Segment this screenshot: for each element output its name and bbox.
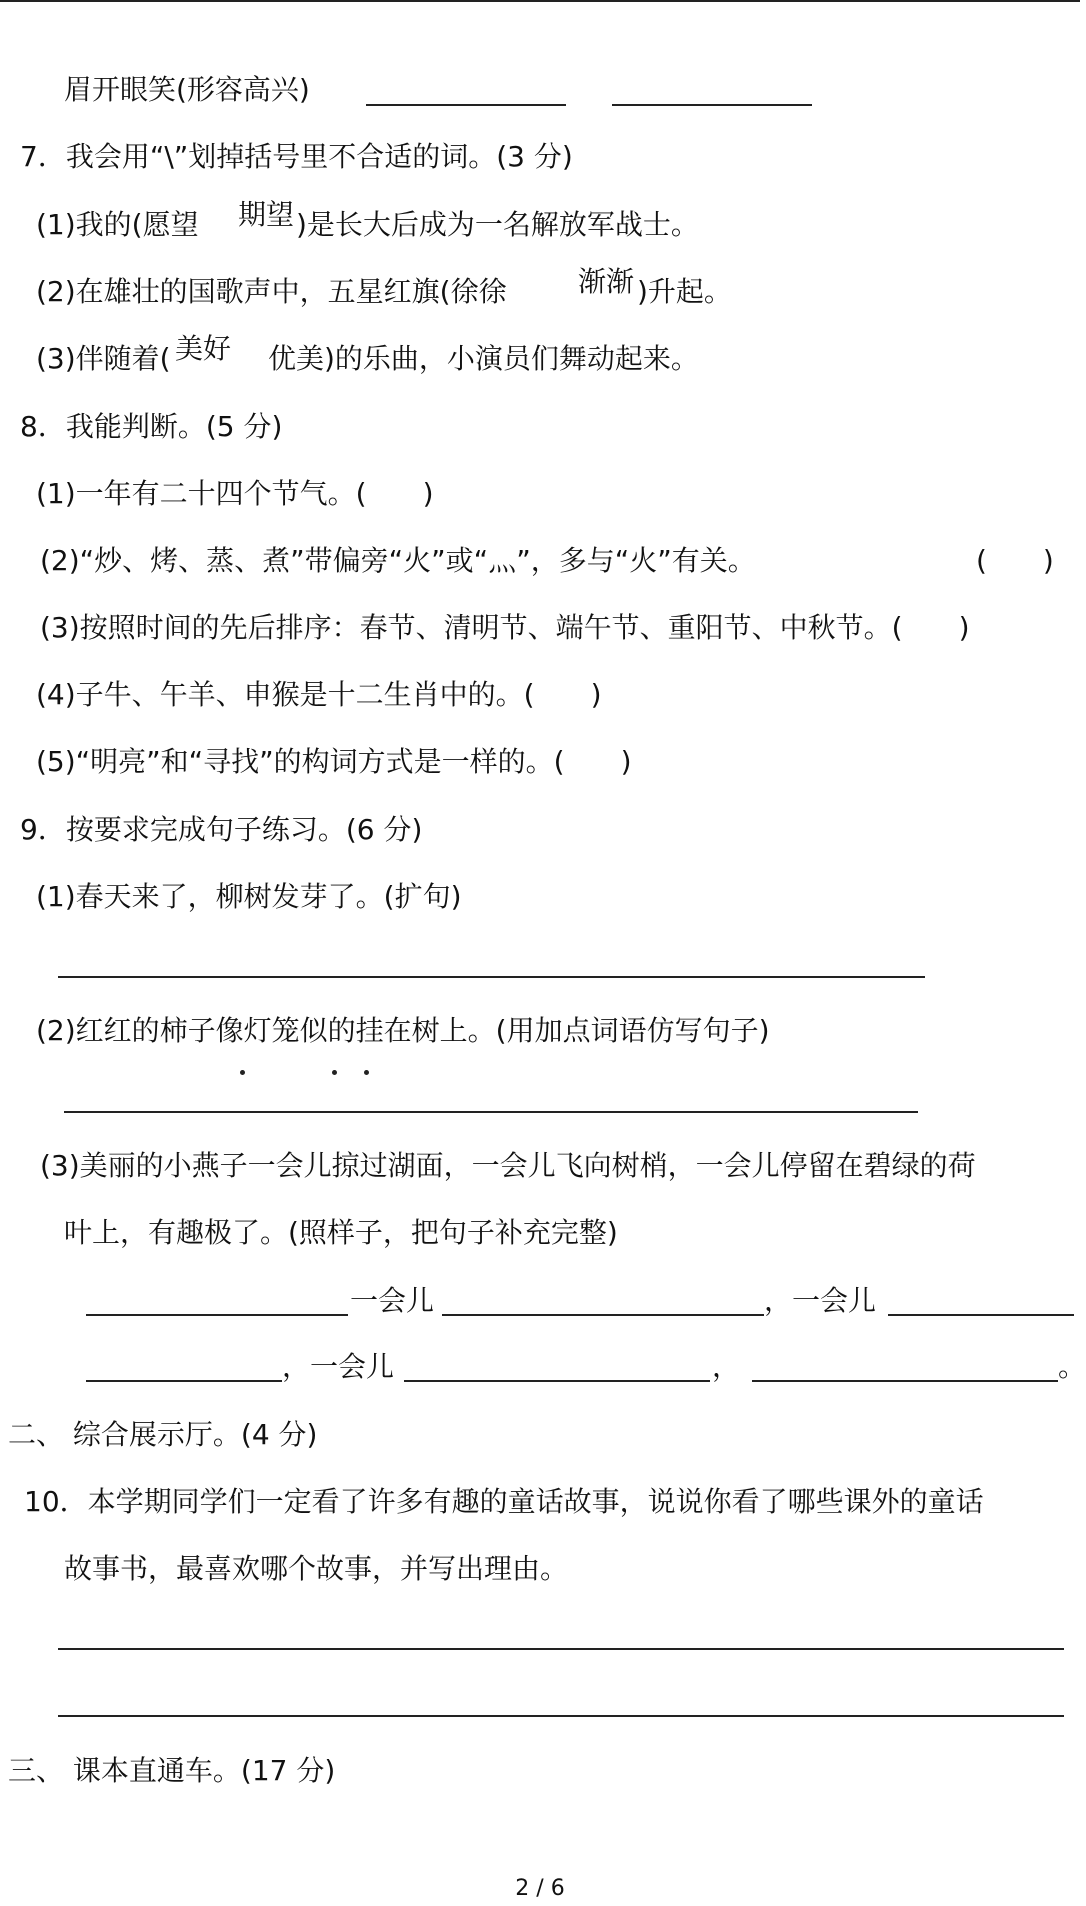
- q9-item-1: (1)春天来了，柳树发芽了。(扩句): [36, 880, 462, 913]
- answer-blank[interactable]: [366, 104, 566, 106]
- fill-blank[interactable]: [86, 1380, 282, 1382]
- question-7-title: 7．我会用“\”划掉括号里不合适的词。(3 分): [20, 140, 573, 173]
- emphasis-dot: [240, 1070, 245, 1075]
- q7-item-3-after: 优美)的乐曲，小演员们舞动起来。: [268, 342, 699, 375]
- answer-line[interactable]: [58, 1715, 1064, 1717]
- q7-item-3-before: (3)伴随着(: [36, 342, 171, 375]
- emphasis-dot: [364, 1070, 369, 1075]
- answer-blank[interactable]: [612, 104, 812, 106]
- section-3-title: 三、 课本直通车。(17 分): [8, 1754, 336, 1787]
- q7-item-1-word[interactable]: 期望: [238, 198, 295, 231]
- answer-line[interactable]: [58, 1648, 1064, 1650]
- fill-blank[interactable]: [752, 1380, 1058, 1382]
- q8-item-5: (5)“明亮”和“寻找”的构词方式是一样的。( ): [36, 745, 632, 778]
- q8-item-2-paren[interactable]: ( ): [976, 544, 1054, 577]
- q9-item-2: (2)红红的柿子像灯笼似的挂在树上。(用加点词语仿写句子): [36, 1014, 770, 1047]
- q7-item-3-word[interactable]: 美好: [175, 332, 232, 365]
- q9-item-3-line-1: (3)美丽的小燕子一会儿掠过湖面，一会儿飞向树梢，一会儿停留在碧绿的荷: [40, 1149, 976, 1182]
- q7-item-2-word[interactable]: 渐渐: [578, 265, 635, 298]
- answer-line[interactable]: [64, 1111, 918, 1113]
- emphasis-dot: [332, 1070, 337, 1075]
- top-rule: [0, 0, 1080, 6]
- answer-line[interactable]: [58, 976, 925, 978]
- fill-text: 。: [1058, 1350, 1086, 1383]
- q7-item-1-after: )是长大后成为一名解放军战士。: [296, 208, 699, 241]
- fill-blank[interactable]: [404, 1380, 710, 1382]
- question-9-title: 9．按要求完成句子练习。(6 分): [20, 813, 423, 846]
- fill-text: ，一会儿: [764, 1284, 877, 1317]
- q8-item-1: (1)一年有二十四个节气。( ): [36, 477, 434, 510]
- fill-blank[interactable]: [86, 1314, 348, 1316]
- section-2-title: 二、 综合展示厅。(4 分): [8, 1418, 318, 1451]
- q7-item-2-before: (2)在雄壮的国歌声中，五星红旗(徐徐: [36, 275, 507, 308]
- q8-item-2: (2)“炒、烤、蒸、煮”带偏旁“火”或“灬”，多与“火”有关。: [40, 544, 756, 577]
- fill-blank[interactable]: [888, 1314, 1074, 1316]
- fill-text: ，: [712, 1350, 741, 1383]
- q9-item-3-line-2: 叶上，有趣极了。(照样子，把句子补充完整): [64, 1216, 618, 1249]
- fill-blank[interactable]: [442, 1314, 764, 1316]
- question-10-line-1: 10．本学期同学们一定看了许多有趣的童话故事，说说你看了哪些课外的童话: [24, 1485, 984, 1518]
- q8-item-4: (4)子牛、午羊、申猴是十二生肖中的。( ): [36, 678, 602, 711]
- question-10-line-2: 故事书，最喜欢哪个故事，并写出理由。: [64, 1552, 569, 1585]
- question-8-title: 8．我能判断。(5 分): [20, 410, 283, 443]
- q7-item-1-before: (1)我的(愿望: [36, 208, 199, 241]
- fill-text: 一会儿: [350, 1284, 435, 1317]
- page-number: 2 / 6: [515, 1876, 565, 1901]
- fill-text: ，一会儿: [282, 1350, 395, 1383]
- q7-item-2-after: )升起。: [637, 275, 732, 308]
- q8-item-3: (3)按照时间的先后排序：春节、清明节、端午节、重阳节、中秋节。( ): [40, 611, 970, 644]
- idiom-line: 眉开眼笑(形容高兴): [64, 73, 310, 106]
